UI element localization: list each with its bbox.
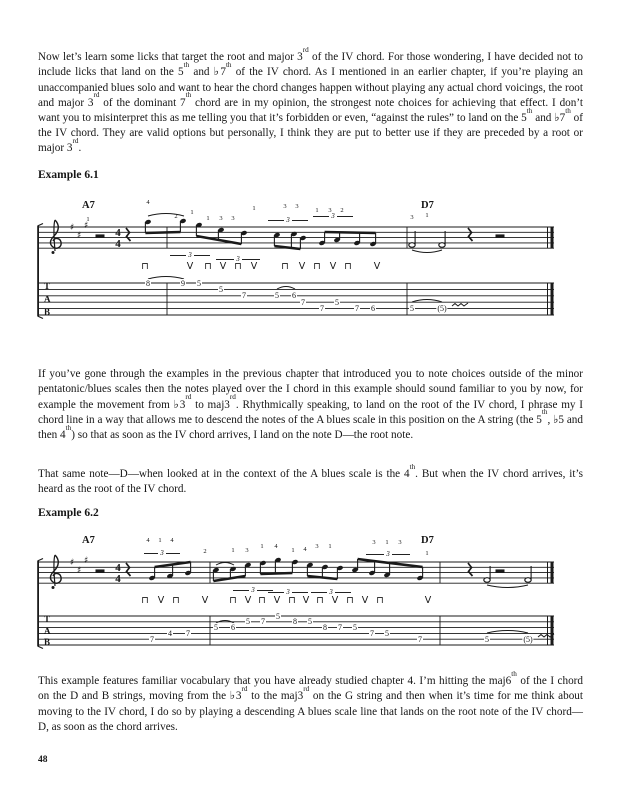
triplet-bracket: 3 bbox=[144, 549, 180, 557]
fingering-number: 1 bbox=[86, 216, 90, 223]
fingering-number: 1 bbox=[206, 215, 210, 222]
fret-number: 5 bbox=[219, 284, 223, 294]
tab-string-label: A bbox=[44, 294, 51, 304]
svg-text:♯: ♯ bbox=[70, 223, 75, 233]
svg-text:♯: ♯ bbox=[70, 558, 75, 568]
tab-string-label: T bbox=[44, 281, 51, 291]
fret-number: 5 bbox=[485, 634, 489, 644]
fret-number: 7 bbox=[150, 634, 154, 644]
downstroke-symbol: ⊓ bbox=[141, 595, 149, 606]
fret-number: (5) bbox=[523, 634, 533, 644]
fret-number: 5 bbox=[385, 628, 389, 638]
fingering-number: 4 bbox=[170, 537, 174, 544]
upstroke-symbol: V bbox=[424, 595, 432, 606]
time-signature-bottom: 4 bbox=[115, 237, 121, 250]
fingering-number: 1 bbox=[291, 547, 295, 554]
upstroke-symbol: V bbox=[201, 595, 209, 606]
fingering-number: 4 bbox=[274, 543, 278, 550]
downstroke-symbol: ⊓ bbox=[141, 261, 149, 272]
fret-number: 7 bbox=[418, 634, 422, 644]
example-6-1-heading: Example 6.1 bbox=[38, 168, 99, 181]
upstroke-symbol: V bbox=[331, 595, 339, 606]
time-signature-bottom: 4 bbox=[115, 572, 121, 585]
fret-number: 5 bbox=[276, 611, 280, 621]
fingering-number: 1 bbox=[158, 537, 162, 544]
fret-number: 8 bbox=[293, 617, 297, 627]
upstroke-symbol: V bbox=[157, 595, 165, 606]
fret-number: 5 bbox=[214, 623, 218, 633]
fret-number: 7 bbox=[370, 628, 374, 638]
upstroke-symbol: V bbox=[302, 595, 310, 606]
chord-symbol: D7 bbox=[421, 200, 434, 211]
time-signature-top: 4 bbox=[115, 562, 121, 574]
upstroke-symbol: V bbox=[329, 261, 337, 272]
fingering-number: 1 bbox=[260, 543, 264, 550]
fret-number: 5 bbox=[275, 291, 279, 301]
fret-number: 7 bbox=[301, 297, 305, 307]
fret-number: 6 bbox=[292, 291, 296, 301]
fingering-number: 1 bbox=[385, 539, 389, 546]
fingering-number: 3 bbox=[295, 203, 299, 210]
downstroke-symbol: ⊓ bbox=[204, 261, 212, 272]
fingering-number: 4 bbox=[303, 546, 307, 553]
fret-number: 6 bbox=[231, 623, 235, 633]
fingering-number: 4 bbox=[146, 199, 150, 206]
fingering-number: 2 bbox=[174, 213, 178, 220]
fingering-number: 4 bbox=[146, 537, 150, 544]
fret-number: 7 bbox=[355, 304, 359, 314]
fret-number: 5 bbox=[353, 623, 357, 633]
chord-symbol: A7 bbox=[82, 200, 95, 211]
fingering-number: 3 bbox=[283, 203, 287, 210]
downstroke-symbol: ⊓ bbox=[288, 595, 296, 606]
triplet-bracket: 3 bbox=[311, 588, 351, 596]
time-signature-top: 4 bbox=[115, 227, 121, 239]
triplet-bracket: 3 bbox=[366, 550, 410, 558]
triplet-bracket: 3 bbox=[233, 586, 273, 594]
paragraph-intro: Now let’s learn some licks that target the root and major 3rd of the IV chord. For those wondering, I have decided not to include licks that land on the 5th and ♭7th of the IV chord. As I mentioned in an earlier chapter, if you’re playing an unaccompanied blues solo and want to hear the chord changes happen without playing any actual chord voicings, the root and major 3rd of the dominant 7th chord are in my opinion, the strongest note choices for achieving that effect. I don’t want you to misinterpret this as me telling you that it’s forbidden or even, “against the rules” to land on the 5th and ♭7th of the IV chord. They are valid options but personally, I think they are put to better use if they are preceded by a root or major 3rd. bbox=[38, 45, 584, 155]
triplet-bracket: 3 bbox=[170, 251, 210, 259]
upstroke-symbol: V bbox=[373, 261, 381, 272]
chord-symbol: A7 bbox=[82, 535, 95, 546]
triplet-bracket: 3 bbox=[216, 255, 260, 263]
svg-text:♯: ♯ bbox=[84, 556, 89, 566]
paragraph-outro: This example features familiar vocabulary that you have already studied chapter 4. I’m hitting the maj6th of the I chord on the D and B strings, moving from the ♭3rd to the maj3rd on the G string and then when it’s time for me think about moving to the IV chord, I do so by playing a descending A blues scale line that lands on the root note of the IV chord—D, as soon as the chord arrives. bbox=[38, 669, 584, 733]
downstroke-symbol: ⊓ bbox=[376, 595, 384, 606]
tab-string-label: A bbox=[44, 625, 51, 636]
paragraph-analysis-1: If you’ve gone through the examples in the previous chapter that introduced you to note choices outside of the minor pentatonic/blues scales then the notes played over the I chord in this example should sound familiar to you by now, for example the movement from ♭3rd to maj3rd. Rhythmically speaking, to land on the root of the IV chord, I phrase my I chord line in a way that allows me to descend the notes of the A blues scale in this position on the A string (the 5th, ♭5 and then 4th) so that as soon as the IV chord arrives, I land on the note D—the root note. bbox=[38, 368, 583, 441]
tab-string-label: T bbox=[44, 614, 51, 624]
fingering-number: 3 bbox=[219, 215, 223, 222]
tab-string-label: B bbox=[44, 637, 51, 647]
downstroke-symbol: ⊓ bbox=[234, 261, 242, 272]
downstroke-symbol: ⊓ bbox=[313, 261, 321, 272]
example-6-2-heading: Example 6.2 bbox=[38, 506, 99, 519]
fret-number: 7 bbox=[242, 291, 246, 301]
triplet-bracket: 3 bbox=[268, 588, 308, 596]
fingering-number: 3 bbox=[315, 543, 319, 550]
downstroke-symbol: ⊓ bbox=[316, 595, 324, 606]
paragraph-analysis-2: That same note—D—when looked at in the context of the A blues scale is the 4th. But when the IV chord arrives, it’s heard as the root of the IV chord. bbox=[38, 462, 583, 496]
downstroke-symbol: ⊓ bbox=[258, 595, 266, 606]
fingering-number: 1 bbox=[425, 550, 429, 557]
fret-number: 5 bbox=[335, 297, 339, 307]
chord-symbol: D7 bbox=[421, 535, 434, 546]
fingering-number: 3 bbox=[231, 215, 235, 222]
fingering-number: 2 bbox=[203, 548, 207, 555]
upstroke-symbol: V bbox=[361, 595, 369, 606]
triplet-bracket: 3 bbox=[313, 212, 353, 220]
fret-number: 6 bbox=[371, 304, 375, 314]
fret-number: 4 bbox=[168, 628, 172, 638]
fret-number: 7 bbox=[320, 304, 324, 314]
fingering-number: 2 bbox=[340, 207, 344, 214]
fingering-number: 1 bbox=[252, 205, 256, 212]
fret-number: 9 bbox=[181, 278, 185, 288]
upstroke-symbol: V bbox=[273, 595, 281, 606]
fingering-number: 1 bbox=[190, 209, 194, 216]
svg-text:♯: ♯ bbox=[77, 231, 82, 241]
downstroke-symbol: ⊓ bbox=[229, 595, 237, 606]
fingering-number: 3 bbox=[372, 539, 376, 546]
fret-number: (5) bbox=[437, 304, 447, 314]
downstroke-symbol: ⊓ bbox=[172, 595, 180, 606]
fret-number: 5 bbox=[197, 278, 201, 288]
fret-number: 5 bbox=[308, 617, 312, 627]
fingering-number: 1 bbox=[231, 547, 235, 554]
fret-number: 8 bbox=[146, 278, 150, 288]
upstroke-symbol: V bbox=[250, 261, 258, 272]
fret-number: 5 bbox=[410, 304, 414, 314]
fingering-number: 1 bbox=[315, 207, 319, 214]
downstroke-symbol: ⊓ bbox=[281, 261, 289, 272]
fingering-number: 3 bbox=[245, 547, 249, 554]
fingering-number: 1 bbox=[328, 543, 332, 550]
triplet-bracket: 3 bbox=[268, 216, 308, 224]
upstroke-symbol: V bbox=[298, 261, 306, 272]
upstroke-symbol: V bbox=[219, 261, 227, 272]
svg-text:♯: ♯ bbox=[77, 566, 82, 576]
downstroke-symbol: ⊓ bbox=[346, 595, 354, 606]
tab-string-label: B bbox=[44, 307, 51, 317]
fret-number: 7 bbox=[338, 623, 342, 633]
page-number: 48 bbox=[38, 755, 48, 765]
svg-text:♯: ♯ bbox=[84, 221, 89, 231]
fret-number: 8 bbox=[323, 623, 327, 633]
upstroke-symbol: V bbox=[186, 261, 194, 272]
fret-number: 5 bbox=[246, 617, 250, 627]
fingering-number: 3 bbox=[410, 214, 414, 221]
upstroke-symbol: V bbox=[244, 595, 252, 606]
fingering-number: 3 bbox=[398, 539, 402, 546]
fret-number: 7 bbox=[261, 617, 265, 627]
fret-number: 7 bbox=[186, 628, 190, 638]
downstroke-symbol: ⊓ bbox=[344, 261, 352, 272]
fingering-number: 1 bbox=[425, 212, 429, 219]
fingering-number: 3 bbox=[328, 207, 332, 214]
